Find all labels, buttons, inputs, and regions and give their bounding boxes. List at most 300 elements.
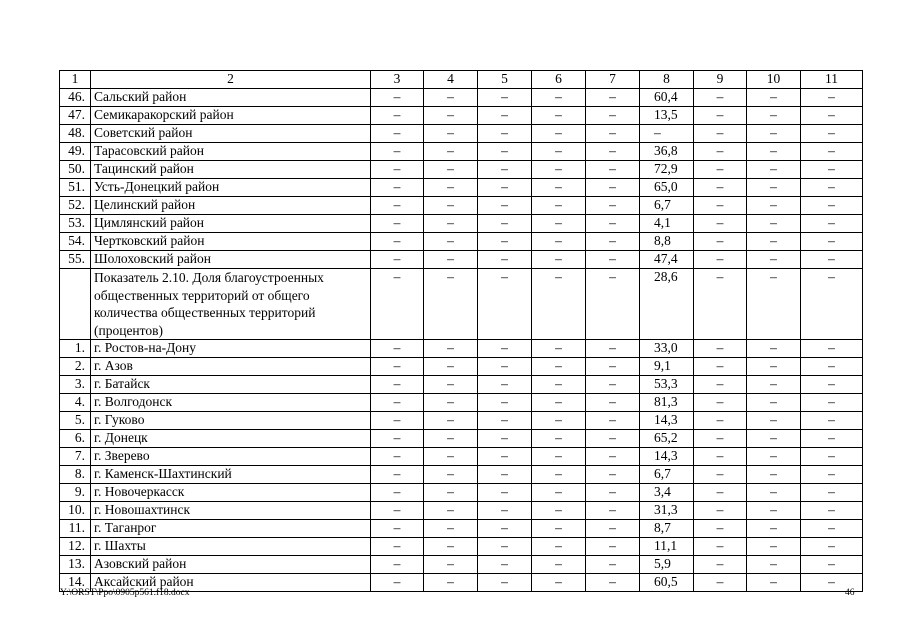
cell-col-5: –	[478, 430, 532, 448]
cell-col-8: 6,7	[640, 466, 694, 484]
cell-col-9: –	[694, 143, 747, 161]
cell-col-3: –	[371, 251, 424, 269]
cell-col-6: –	[532, 251, 586, 269]
cell-col-4: –	[424, 466, 478, 484]
cell-col-9: –	[694, 448, 747, 466]
cell-col-3: –	[371, 233, 424, 251]
cell-col-11: –	[801, 251, 863, 269]
cell-col-11: –	[801, 574, 863, 592]
cell-col-4: –	[424, 233, 478, 251]
cell-col-3: –	[371, 179, 424, 197]
cell-col-9: –	[694, 215, 747, 233]
cell-col-4: –	[424, 125, 478, 143]
row-number: 5.	[60, 412, 91, 430]
cell-col-7: –	[586, 520, 640, 538]
cell-col-5: –	[478, 556, 532, 574]
cell-col-8: 36,8	[640, 143, 694, 161]
column-header-2: 2	[91, 71, 371, 89]
cell-col-3: –	[371, 161, 424, 179]
cell-col-9: –	[694, 430, 747, 448]
cell-col-6: –	[532, 161, 586, 179]
cell-col-5: –	[478, 574, 532, 592]
cell-col-11: –	[801, 215, 863, 233]
data-table	[59, 70, 863, 592]
footer-file-path: Y:\ORST\Ppo\0905p561.f18.docx	[60, 588, 190, 598]
table-row	[60, 448, 863, 466]
cell-col-7: –	[586, 430, 640, 448]
row-number: 8.	[60, 466, 91, 484]
table-row	[60, 520, 863, 538]
cell-col-8: 13,5	[640, 107, 694, 125]
row-number: 10.	[60, 502, 91, 520]
cell-col-5: –	[478, 269, 532, 340]
cell-col-11: –	[801, 502, 863, 520]
cell-col-9: –	[694, 179, 747, 197]
cell-col-7: –	[586, 376, 640, 394]
cell-col-8: 65,2	[640, 430, 694, 448]
cell-col-6: –	[532, 574, 586, 592]
cell-col-7: –	[586, 412, 640, 430]
table-row	[60, 269, 863, 340]
cell-col-9: –	[694, 502, 747, 520]
cell-col-4: –	[424, 502, 478, 520]
cell-col-9: –	[694, 394, 747, 412]
row-number: 7.	[60, 448, 91, 466]
territory-name: Чертковский район	[91, 233, 371, 251]
cell-col-3: –	[371, 448, 424, 466]
cell-col-10: –	[747, 269, 801, 340]
territory-name: г. Волгодонск	[91, 394, 371, 412]
table-row	[60, 89, 863, 107]
cell-col-11: –	[801, 538, 863, 556]
row-number	[60, 269, 91, 340]
indicator-title: Показатель 2.10. Доля благоустроенных общественных территорий от общего количества общественных территорий (процентов)	[91, 269, 371, 340]
cell-col-6: –	[532, 430, 586, 448]
cell-col-4: –	[424, 538, 478, 556]
cell-col-7: –	[586, 448, 640, 466]
cell-col-8: 3,4	[640, 484, 694, 502]
cell-col-11: –	[801, 107, 863, 125]
cell-col-3: –	[371, 574, 424, 592]
territory-name: г. Каменск-Шахтинский	[91, 466, 371, 484]
cell-col-7: –	[586, 215, 640, 233]
cell-col-9: –	[694, 556, 747, 574]
cell-col-3: –	[371, 484, 424, 502]
row-number: 55.	[60, 251, 91, 269]
cell-col-8: 33,0	[640, 340, 694, 358]
cell-col-11: –	[801, 358, 863, 376]
cell-col-6: –	[532, 376, 586, 394]
cell-col-10: –	[747, 233, 801, 251]
table-row	[60, 394, 863, 412]
cell-col-8: 5,9	[640, 556, 694, 574]
cell-col-10: –	[747, 466, 801, 484]
cell-col-6: –	[532, 358, 586, 376]
table-row	[60, 143, 863, 161]
cell-col-9: –	[694, 412, 747, 430]
table-row	[60, 412, 863, 430]
row-number: 49.	[60, 143, 91, 161]
cell-col-8: 65,0	[640, 179, 694, 197]
cell-col-8: 8,8	[640, 233, 694, 251]
cell-col-9: –	[694, 251, 747, 269]
cell-col-11: –	[801, 125, 863, 143]
cell-col-11: –	[801, 197, 863, 215]
cell-col-11: –	[801, 556, 863, 574]
territory-name: Семикаракорский район	[91, 107, 371, 125]
cell-col-11: –	[801, 161, 863, 179]
cell-col-8: 81,3	[640, 394, 694, 412]
row-number: 2.	[60, 358, 91, 376]
cell-col-11: –	[801, 466, 863, 484]
cell-col-8: 28,6	[640, 269, 694, 340]
cell-col-3: –	[371, 269, 424, 340]
cell-col-10: –	[747, 143, 801, 161]
cell-col-8: 60,4	[640, 89, 694, 107]
column-header-5: 5	[478, 71, 532, 89]
table-row	[60, 502, 863, 520]
cell-col-9: –	[694, 269, 747, 340]
cell-col-10: –	[747, 107, 801, 125]
cell-col-5: –	[478, 179, 532, 197]
cell-col-8: 47,4	[640, 251, 694, 269]
territory-name: г. Батайск	[91, 376, 371, 394]
cell-col-6: –	[532, 89, 586, 107]
territory-name: Тарасовский район	[91, 143, 371, 161]
cell-col-4: –	[424, 394, 478, 412]
cell-col-3: –	[371, 89, 424, 107]
cell-col-3: –	[371, 197, 424, 215]
cell-col-10: –	[747, 197, 801, 215]
cell-col-6: –	[532, 179, 586, 197]
cell-col-8: –	[640, 125, 694, 143]
cell-col-5: –	[478, 538, 532, 556]
cell-col-10: –	[747, 538, 801, 556]
cell-col-7: –	[586, 233, 640, 251]
table-row	[60, 125, 863, 143]
cell-col-4: –	[424, 430, 478, 448]
cell-col-4: –	[424, 520, 478, 538]
cell-col-7: –	[586, 394, 640, 412]
cell-col-5: –	[478, 340, 532, 358]
table-row	[60, 107, 863, 125]
cell-col-5: –	[478, 484, 532, 502]
table-row	[60, 179, 863, 197]
cell-col-9: –	[694, 466, 747, 484]
territory-name: Аксайский район	[91, 574, 371, 592]
cell-col-9: –	[694, 340, 747, 358]
cell-col-10: –	[747, 358, 801, 376]
territory-name: г. Таганрог	[91, 520, 371, 538]
cell-col-7: –	[586, 161, 640, 179]
cell-col-6: –	[532, 197, 586, 215]
cell-col-7: –	[586, 466, 640, 484]
cell-col-6: –	[532, 484, 586, 502]
table-row	[60, 251, 863, 269]
cell-col-5: –	[478, 215, 532, 233]
cell-col-7: –	[586, 538, 640, 556]
cell-col-7: –	[586, 269, 640, 340]
table-row	[60, 215, 863, 233]
cell-col-10: –	[747, 556, 801, 574]
column-header-7: 7	[586, 71, 640, 89]
cell-col-9: –	[694, 161, 747, 179]
row-number: 47.	[60, 107, 91, 125]
cell-col-10: –	[747, 502, 801, 520]
cell-col-5: –	[478, 161, 532, 179]
cell-col-11: –	[801, 233, 863, 251]
cell-col-4: –	[424, 215, 478, 233]
page-number: 46	[845, 588, 855, 598]
cell-col-8: 4,1	[640, 215, 694, 233]
cell-col-8: 53,3	[640, 376, 694, 394]
table-header-row	[60, 71, 863, 89]
cell-col-6: –	[532, 412, 586, 430]
territory-name: Усть-Донецкий район	[91, 179, 371, 197]
cell-col-7: –	[586, 179, 640, 197]
row-number: 48.	[60, 125, 91, 143]
column-header-3: 3	[371, 71, 424, 89]
cell-col-11: –	[801, 394, 863, 412]
cell-col-4: –	[424, 89, 478, 107]
row-number: 13.	[60, 556, 91, 574]
table-row	[60, 430, 863, 448]
cell-col-4: –	[424, 358, 478, 376]
table-row	[60, 197, 863, 215]
cell-col-4: –	[424, 161, 478, 179]
cell-col-7: –	[586, 574, 640, 592]
territory-name: г. Азов	[91, 358, 371, 376]
cell-col-8: 14,3	[640, 448, 694, 466]
cell-col-10: –	[747, 125, 801, 143]
cell-col-6: –	[532, 340, 586, 358]
table-row	[60, 161, 863, 179]
cell-col-10: –	[747, 89, 801, 107]
table-row	[60, 233, 863, 251]
cell-col-10: –	[747, 520, 801, 538]
cell-col-8: 6,7	[640, 197, 694, 215]
cell-col-6: –	[532, 143, 586, 161]
cell-col-11: –	[801, 376, 863, 394]
table-row	[60, 466, 863, 484]
cell-col-4: –	[424, 376, 478, 394]
cell-col-5: –	[478, 358, 532, 376]
cell-col-10: –	[747, 376, 801, 394]
row-number: 54.	[60, 233, 91, 251]
cell-col-9: –	[694, 107, 747, 125]
cell-col-4: –	[424, 197, 478, 215]
cell-col-6: –	[532, 125, 586, 143]
cell-col-3: –	[371, 466, 424, 484]
cell-col-6: –	[532, 538, 586, 556]
cell-col-7: –	[586, 197, 640, 215]
cell-col-10: –	[747, 215, 801, 233]
row-number: 4.	[60, 394, 91, 412]
territory-name: г. Донецк	[91, 430, 371, 448]
cell-col-11: –	[801, 269, 863, 340]
cell-col-8: 9,1	[640, 358, 694, 376]
cell-col-5: –	[478, 107, 532, 125]
cell-col-11: –	[801, 340, 863, 358]
cell-col-3: –	[371, 215, 424, 233]
cell-col-4: –	[424, 574, 478, 592]
cell-col-5: –	[478, 143, 532, 161]
territory-name: г. Ростов-на-Дону	[91, 340, 371, 358]
table-row	[60, 376, 863, 394]
territory-name: Советский район	[91, 125, 371, 143]
cell-col-10: –	[747, 161, 801, 179]
territory-name: г. Новочеркасск	[91, 484, 371, 502]
territory-name: г. Гуково	[91, 412, 371, 430]
cell-col-4: –	[424, 179, 478, 197]
row-number: 53.	[60, 215, 91, 233]
cell-col-6: –	[532, 520, 586, 538]
cell-col-11: –	[801, 143, 863, 161]
cell-col-3: –	[371, 107, 424, 125]
cell-col-7: –	[586, 143, 640, 161]
cell-col-5: –	[478, 394, 532, 412]
cell-col-6: –	[532, 556, 586, 574]
cell-col-11: –	[801, 484, 863, 502]
cell-col-7: –	[586, 484, 640, 502]
row-number: 46.	[60, 89, 91, 107]
cell-col-6: –	[532, 215, 586, 233]
cell-col-5: –	[478, 125, 532, 143]
cell-col-3: –	[371, 556, 424, 574]
cell-col-9: –	[694, 574, 747, 592]
cell-col-3: –	[371, 412, 424, 430]
cell-col-10: –	[747, 484, 801, 502]
cell-col-8: 8,7	[640, 520, 694, 538]
cell-col-3: –	[371, 520, 424, 538]
column-header-8: 8	[640, 71, 694, 89]
cell-col-4: –	[424, 143, 478, 161]
cell-col-4: –	[424, 484, 478, 502]
table-row	[60, 358, 863, 376]
cell-col-3: –	[371, 502, 424, 520]
cell-col-5: –	[478, 233, 532, 251]
cell-col-5: –	[478, 502, 532, 520]
cell-col-7: –	[586, 556, 640, 574]
row-number: 6.	[60, 430, 91, 448]
column-header-6: 6	[532, 71, 586, 89]
column-header-9: 9	[694, 71, 747, 89]
cell-col-7: –	[586, 107, 640, 125]
cell-col-5: –	[478, 376, 532, 394]
cell-col-5: –	[478, 520, 532, 538]
cell-col-9: –	[694, 520, 747, 538]
cell-col-6: –	[532, 502, 586, 520]
cell-col-4: –	[424, 251, 478, 269]
column-header-11: 11	[801, 71, 863, 89]
column-header-1: 1	[60, 71, 91, 89]
cell-col-4: –	[424, 448, 478, 466]
row-number: 1.	[60, 340, 91, 358]
cell-col-9: –	[694, 89, 747, 107]
table-row	[60, 556, 863, 574]
territory-name: г. Шахты	[91, 538, 371, 556]
territory-name: Тацинский район	[91, 161, 371, 179]
cell-col-9: –	[694, 538, 747, 556]
cell-col-10: –	[747, 340, 801, 358]
cell-col-10: –	[747, 179, 801, 197]
cell-col-9: –	[694, 233, 747, 251]
cell-col-11: –	[801, 430, 863, 448]
cell-col-5: –	[478, 448, 532, 466]
cell-col-11: –	[801, 412, 863, 430]
cell-col-10: –	[747, 574, 801, 592]
cell-col-5: –	[478, 412, 532, 430]
territory-name: Шолоховский район	[91, 251, 371, 269]
cell-col-6: –	[532, 448, 586, 466]
cell-col-9: –	[694, 197, 747, 215]
row-number: 51.	[60, 179, 91, 197]
cell-col-3: –	[371, 143, 424, 161]
cell-col-4: –	[424, 556, 478, 574]
cell-col-8: 11,1	[640, 538, 694, 556]
cell-col-4: –	[424, 340, 478, 358]
cell-col-4: –	[424, 269, 478, 340]
territory-name: Целинский район	[91, 197, 371, 215]
row-number: 9.	[60, 484, 91, 502]
cell-col-6: –	[532, 107, 586, 125]
cell-col-8: 14,3	[640, 412, 694, 430]
cell-col-3: –	[371, 125, 424, 143]
cell-col-10: –	[747, 430, 801, 448]
cell-col-10: –	[747, 412, 801, 430]
table-row	[60, 484, 863, 502]
cell-col-6: –	[532, 269, 586, 340]
cell-col-7: –	[586, 89, 640, 107]
cell-col-5: –	[478, 251, 532, 269]
cell-col-5: –	[478, 197, 532, 215]
cell-col-4: –	[424, 107, 478, 125]
cell-col-10: –	[747, 394, 801, 412]
cell-col-9: –	[694, 358, 747, 376]
cell-col-6: –	[532, 466, 586, 484]
cell-col-11: –	[801, 89, 863, 107]
row-number: 12.	[60, 538, 91, 556]
territory-name: г. Новошахтинск	[91, 502, 371, 520]
territory-name: Азовский район	[91, 556, 371, 574]
cell-col-5: –	[478, 466, 532, 484]
cell-col-7: –	[586, 340, 640, 358]
row-number: 52.	[60, 197, 91, 215]
territory-name: г. Зверево	[91, 448, 371, 466]
cell-col-8: 31,3	[640, 502, 694, 520]
row-number: 3.	[60, 376, 91, 394]
cell-col-3: –	[371, 430, 424, 448]
cell-col-6: –	[532, 394, 586, 412]
table-row	[60, 340, 863, 358]
territory-name: Сальский район	[91, 89, 371, 107]
cell-col-7: –	[586, 358, 640, 376]
territory-name: Цимлянский район	[91, 215, 371, 233]
cell-col-9: –	[694, 484, 747, 502]
cell-col-6: –	[532, 233, 586, 251]
cell-col-11: –	[801, 520, 863, 538]
column-header-10: 10	[747, 71, 801, 89]
row-number: 14.	[60, 574, 91, 592]
cell-col-3: –	[371, 340, 424, 358]
cell-col-3: –	[371, 376, 424, 394]
cell-col-7: –	[586, 125, 640, 143]
cell-col-5: –	[478, 89, 532, 107]
cell-col-10: –	[747, 448, 801, 466]
table-row	[60, 538, 863, 556]
cell-col-7: –	[586, 251, 640, 269]
cell-col-11: –	[801, 448, 863, 466]
